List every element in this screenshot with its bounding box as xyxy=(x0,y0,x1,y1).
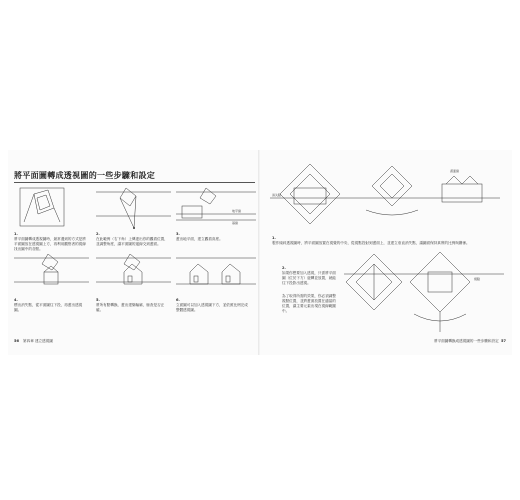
caption-step-1: 1. 將平面圖轉成透視圖時，最常遇到的方式是將平面圖放在透視圖上方，再利用觀察者的視線找出圖中的各點。 xyxy=(14,232,86,251)
figure-step-6 xyxy=(176,254,256,298)
label-ground-line: 基線 xyxy=(232,221,239,225)
caption-step-2: 2. 在此範例（右下角）上傳達出你的觀看位置，並調整角度，讓平面圖的邊線交到畫面。 xyxy=(96,232,168,246)
page-number: 56 xyxy=(14,339,20,343)
page-number-right: 57 xyxy=(500,339,506,343)
caption-right-2: 2. 如果你想要加入透視，只需將平面圖（位於下方）旋轉並放置，就能往下投影出透視。 xyxy=(282,266,336,285)
caption-right-3: 為了取得所需的效果，你必須調整視點位置，並將畫面放置在適當的位置，讓主要元素出現在視線範圍中。 xyxy=(282,294,336,313)
title-rule xyxy=(14,182,255,183)
figure-step-4 xyxy=(14,254,89,298)
figure-step-3 xyxy=(176,186,256,230)
caption-step-6: 6. 立面圖可以加入透視圖下方，並依照比例完成整體透視圖。 xyxy=(176,298,248,312)
caption-step-4: 4. 標出消失點，從平面圖往下投，再畫出透視圖。 xyxy=(14,298,83,312)
label-picture-plane: 畫面線 xyxy=(450,169,460,173)
right-footer: 將平面圖轉換成透視圖的一些步驟和設定 57 xyxy=(434,339,506,343)
caption-right-1: 1. 製作傾斜透視圖時，將平面圖放置在視覺的中央，從視點投射到畫面上，並建立垂直消失點，讓圖面保持真實的比例與關係。 xyxy=(272,236,470,245)
caption-step-3: 3. 畫出地平面，建立觀看高度。 xyxy=(176,232,223,241)
figure-step-1 xyxy=(14,186,89,230)
figure-right-top xyxy=(270,160,500,235)
label-horizon: 地平線 xyxy=(232,209,242,213)
figure-right-bottom xyxy=(344,250,504,336)
caption-step-5: 5. 將所有點轉換，畫出建築輪廓，檢查是否正確。 xyxy=(96,298,165,312)
label-vanishing-point: 消失點 xyxy=(272,193,282,197)
label-station-point: 視點 xyxy=(474,277,481,281)
book-gutter xyxy=(258,150,260,355)
figure-step-5 xyxy=(96,254,171,298)
left-footer: 56 第四章 建立透視圖 xyxy=(14,339,53,343)
page-title: 將平面圖轉成透視圖的一些步驟和設定 xyxy=(14,171,156,180)
figure-step-2 xyxy=(96,186,171,230)
